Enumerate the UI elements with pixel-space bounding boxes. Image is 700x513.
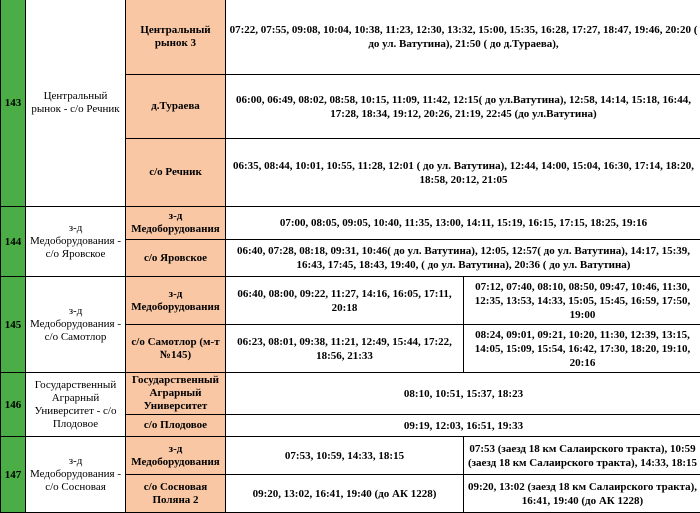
route-number: 144 [1, 207, 26, 277]
table-row [1, 0, 700, 75]
table-row [1, 373, 700, 415]
stop-name: Центральный рынок 3 [126, 0, 226, 75]
route-name: з-д Медоборудования - с/о Сосновая [26, 437, 126, 513]
route-name: Центральный рынок - с/о Речник [26, 0, 126, 207]
route-number: 146 [1, 373, 26, 437]
departure-times-weekday: 07:53, 10:59, 14:33, 18:15 [226, 437, 464, 475]
table-row [1, 277, 700, 325]
stop-name: Государственный Аграрный Университет [126, 373, 226, 415]
route-name: Государственный Аграрный Университет - с/о Плодовое [26, 373, 126, 437]
route-number: 145 [1, 277, 26, 373]
stop-name: с/о Речник [126, 139, 226, 207]
table-row [1, 437, 700, 475]
departure-times-weekend: 09:20, 13:02 (заезд 18 км Салаирского тракта), 16:41, 19:40 (до АК 1228) [464, 475, 700, 513]
departure-times: 08:10, 10:51, 15:37, 18:23 [226, 373, 700, 415]
departure-times-weekend: 07:12, 07:40, 08:10, 08:50, 09:47, 10:46, 11:30, 12:35, 13:53, 14:33, 15:05, 15:45, 16:59, 17:50, 19:00 [464, 277, 700, 325]
departure-times-weekday: 06:23, 08:01, 09:38, 11:21, 12:49, 15:44, 17:22, 18:56, 21:33 [226, 325, 464, 373]
stop-name: з-д Медоборудования [126, 277, 226, 325]
departure-times-weekend: 07:53 (заезд 18 км Салаирского тракта), 10:59 (заезд 18 км Салаирского тракта), 14:33, 18:15 [464, 437, 700, 475]
departure-times-weekend: 08:24, 09:01, 09:21, 10:20, 11:30, 12:39, 13:15, 14:05, 15:09, 15:54, 16:42, 17:30, 18:20, 19:10, 20:16 [464, 325, 700, 373]
route-number: 143 [1, 0, 26, 207]
stop-name: з-д Медоборудования [126, 437, 226, 475]
stop-name: с/о Яровское [126, 240, 226, 277]
departure-times: 07:22, 07:55, 09:08, 10:04, 10:38, 11:23, 12:30, 13:32, 15:00, 15:35, 16:28, 17:27, 18:47, 19:46, 20:20 ( до ул. Ватутина), 21:50 ( до д.Тураева), [226, 0, 700, 75]
departure-times: 07:00, 08:05, 09:05, 10:40, 11:35, 13:00, 14:11, 15:19, 16:15, 17:15, 18:25, 19:16 [226, 207, 700, 240]
stop-name: с/о Сосновая Поляна 2 [126, 475, 226, 513]
route-number: 147 [1, 437, 26, 513]
stop-name: с/о Плодовое [126, 415, 226, 437]
departure-times-weekday: 06:40, 08:00, 09:22, 11:27, 14:16, 16:05, 17:11, 20:18 [226, 277, 464, 325]
departure-times: 06:00, 06:49, 08:02, 08:58, 10:15, 11:09, 11:42, 12:15( до ул.Ватутина), 12:58, 14:14, 15:18, 16:44, 17:28, 18:34, 19:12, 20:26, 21:19, 22:45 (до ул.Ватутина) [226, 75, 700, 139]
stop-name: с/о Самотлор (м-т №145) [126, 325, 226, 373]
departure-times: 06:35, 08:44, 10:01, 10:55, 11:28, 12:01 ( до ул. Ватутина), 12:44, 14:00, 15:04, 16:30, 17:14, 18:20, 18:58, 20:12, 21:05 [226, 139, 700, 207]
departure-times: 09:19, 12:03, 16:51, 19:33 [226, 415, 700, 437]
departure-times-weekday: 09:20, 13:02, 16:41, 19:40 (до АК 1228) [226, 475, 464, 513]
route-name: з-д Медоборудования - с/о Самотлор [26, 277, 126, 373]
stop-name: з-д Медоборудования [126, 207, 226, 240]
table-row [1, 207, 700, 240]
stop-name: д.Тураева [126, 75, 226, 139]
departure-times: 06:40, 07:28, 08:18, 09:31, 10:46( до ул. Ватутина), 12:05, 12:57( до ул. Ватутина), 14:17, 15:39, 16:43, 17:45, 18:43, 19:40, ( до ул. Ватутина), 20:36 ( до ул. Ватутина) [226, 240, 700, 277]
route-name: з-д Медоборудования - с/о Яровское [26, 207, 126, 277]
